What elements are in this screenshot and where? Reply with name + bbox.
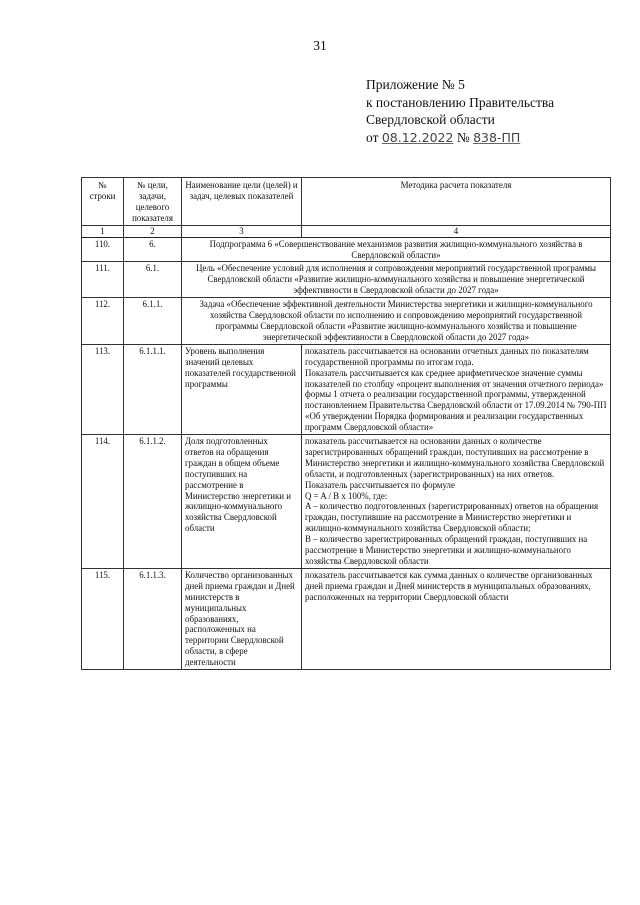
indicator-name: Количество организованных дней приема граждан и Дней министерств в муниципальных образованиях, расположенных на территории Свердловской области, в сфере деятельности xyxy=(182,568,302,669)
row-number: 110. xyxy=(82,237,124,262)
indicator-code: 6.1.1.1. xyxy=(124,344,182,434)
appendix-header xyxy=(366,76,554,146)
row-number: 112. xyxy=(82,298,124,345)
header-method: Методика расчета показателя xyxy=(302,178,611,226)
indicator-code: 6.1.1.2. xyxy=(124,435,182,569)
header-row-number: № строки xyxy=(82,178,124,226)
column-number: 2 xyxy=(124,225,182,237)
indicator-code: 6.1.1.3. xyxy=(124,568,182,669)
table-row xyxy=(82,262,611,298)
page-number: 31 xyxy=(313,38,327,53)
column-number: 3 xyxy=(182,225,302,237)
appendix-title: Приложение № 5 xyxy=(366,77,465,92)
subprogram-title: Подпрограмма 6 «Совершенствование механизмов развития жилищно-коммунального хозяйства в Свердловской области» xyxy=(182,237,611,262)
table-row xyxy=(82,344,611,434)
resolution-date: 08.12.2022 xyxy=(381,129,454,145)
row-number: 115. xyxy=(82,568,124,669)
resolution-number: 838-ПП xyxy=(473,129,521,145)
row-number: 114. xyxy=(82,435,124,569)
table-header-row xyxy=(82,178,611,226)
column-number: 1 xyxy=(82,225,124,237)
number-prefix: № xyxy=(453,129,474,145)
indicator-method: показатель рассчитывается на основании отчетных данных по показателям государственной программы по итогам года. Показатель рассчитывается как среднее арифметическое значение суммы показателей по столбцу «процент выполнения от значения отчетного периода» формы 1 отчета о реализации государственной программы, утвержденной постановлением Правительства Свердловской области от 17.09.2014 № 790-ПП «Об утверждении Порядка формирования и реализации государственных программ Свердловской области» xyxy=(302,344,611,434)
goal-code: 6.1. xyxy=(124,262,182,298)
date-prefix: от xyxy=(366,129,382,145)
table-row xyxy=(82,237,611,262)
goal-title: Цель «Обеспечение условий для исполнения и сопровождения мероприятий государственной программы Свердловской области «Развитие жилищно-коммунального хозяйства и повышение энергетической эффективности в Свердловской области до 2027 года» xyxy=(182,262,611,298)
goal-code: 6.1.1. xyxy=(124,298,182,345)
table-row xyxy=(82,435,611,569)
table-row xyxy=(82,298,611,345)
indicator-name: Уровень выполнения значений целевых показателей государственной программы xyxy=(182,344,302,434)
row-number: 111. xyxy=(82,262,124,298)
table-row xyxy=(82,568,611,669)
indicators-table xyxy=(81,177,611,670)
goal-code: 6. xyxy=(124,237,182,262)
column-number: 4 xyxy=(302,225,611,237)
appendix-region: Свердловской области xyxy=(366,112,495,127)
column-number-row xyxy=(82,225,611,237)
indicator-method: показатель рассчитывается на основании данных о количестве зарегистрированных обращений граждан, поступивших на рассмотрение в Министерство энергетики и жилищно-коммунального хозяйства Свердловской области, и подготовленных (зарегистрированных) на них ответов. Показатель рассчитывается по формуле Q = A / B x 100%, где: A – количество подготовленных (зарегистрированных) ответов на обращения граждан, поступившие на рассмотрение в Министерство энергетики и жилищно-коммунального хозяйства Свердловской области; B – количество зарегистрированных обращений граждан, поступивших на рассмотрение в Министерство энергетики и жилищно-коммунального хозяйства Свердловской области xyxy=(302,435,611,569)
task-title: Задача «Обеспечение эффективной деятельности Министерства энергетики и жилищно-коммунального хозяйства Свердловской области по исполнению и сопровождению мероприятий государственной программы Свердловской области «Развитие жилищно-коммунального хозяйства и повышение энергетической эффективности в Свердловской области до 2027 года» xyxy=(182,298,611,345)
header-goal-name: Наименование цели (целей) и задач, целевых показателей xyxy=(182,178,302,226)
indicator-method: показатель рассчитывается как сумма данных о количестве организованных дней приема граждан и Дней министерств в муниципальных образованиях, расположенных на территории Свердловской области xyxy=(302,568,611,669)
indicator-name: Доля подготовленных ответов на обращения граждан в общем объеме поступивших на рассмотрение в Министерство энергетики и жилищно-коммунального хозяйства Свердловской области xyxy=(182,435,302,569)
appendix-resolution: к постановлению Правительства xyxy=(366,94,555,110)
appendix-date-line xyxy=(366,129,554,147)
row-number: 113. xyxy=(82,344,124,434)
header-goal-number: № цели, задачи, целевого показателя xyxy=(124,178,182,226)
